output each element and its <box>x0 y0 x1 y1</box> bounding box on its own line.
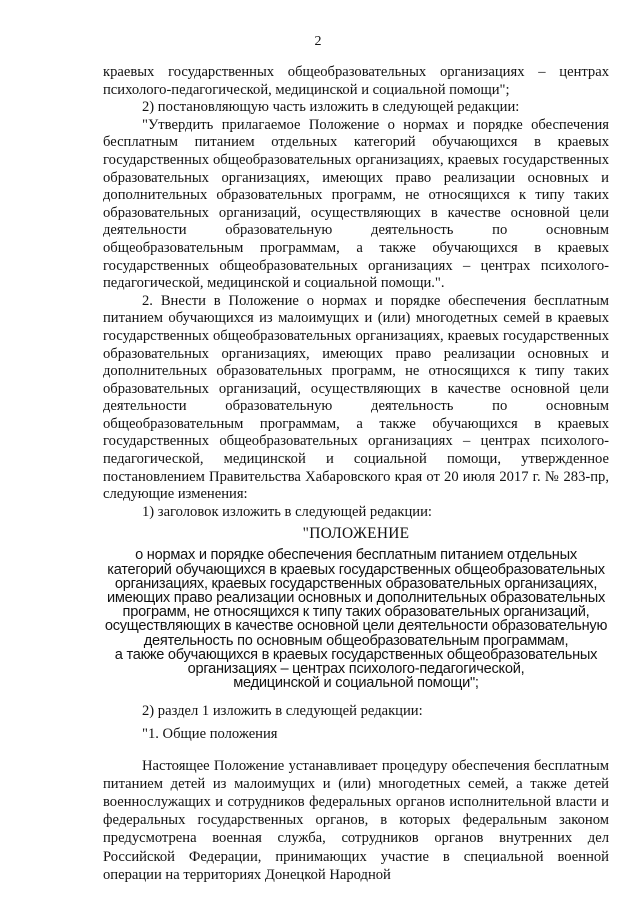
paragraph-general-provisions: Настоящее Положение устанавливает процедуру обеспечения бесплатным питанием детей из малоимущих и (или) многодетных семей, а также детей военнослужащих и сотрудников федеральных органов исполнительной власти и федеральных государственных органов, в которых федеральным законом предусмотрена военная служба, сотрудников органов внутренних дел Российской Федерации, принимающих участие в специальной военной операции на территориях Донецкой Народной <box>103 757 609 883</box>
subheading-line: а также обучающихся в краевых государственных общеобразовательных <box>114 646 598 663</box>
subheading-line: осуществляющих в качестве основной цели деятельности образовательную <box>104 618 608 635</box>
paragraph-heading-instruction: 1) заголовок изложить в следующей редакции: <box>142 503 432 520</box>
subheading-line: о нормах и порядке обеспечения бесплатным питанием отдельных <box>135 547 577 564</box>
regulation-heading: "ПОЛОЖЕНИЕ <box>302 525 410 543</box>
subheading-line: медицинской и социальной помощи"; <box>233 675 479 692</box>
paragraph-amendment-2: 2) постановляющую часть изложить в следующей редакции: <box>142 99 520 116</box>
page-number: 2 <box>314 34 322 49</box>
subheading-line: имеющих право реализации основных и дополнительных образовательных <box>106 590 606 607</box>
paragraph-item-2: 2. Внести в Положение о нормах и порядке обеспечения бесплатным питанием обучающихся из малоимущих и (или) многодетных семей в краевых государственных общеобразовательных организациях, краевых государственных образовательных организациях, имеющих право реализации основных и дополнительных образовательных программ, не относящихся к типу таких образовательных организаций, осуществляющих в качестве основной цели деятельности образовательную деятельность по основным общеобразовательным программам, а также обучающихся в краевых государственных общеобразовательных организациях – центрах психолого-педагогической, медицинской и социальной помощи, утвержденное постановлением Правительства Хабаровского края от 20 июля 2017 г. № 283-пр, следующие изменения: <box>103 292 609 503</box>
document-body <box>103 64 609 884</box>
subheading-line: деятельность по основным общеобразовательным программам, <box>143 632 569 649</box>
section-title: "1. Общие положения <box>142 726 278 743</box>
subheading-line: организациях – центрах психолого-педагогической, <box>187 661 525 678</box>
subheading-line: организациях, краевых государственных образовательных организациях, <box>114 575 598 592</box>
section-instruction: 2) раздел 1 изложить в следующей редакции: <box>142 703 423 720</box>
paragraph-approval-text: "Утвердить прилагаемое Положение о нормах и порядке обеспечения бесплатным питанием отдельных категорий обучающихся в краевых государственных общеобразовательных организациях, краевых государственных образовательных организациях, имеющих право реализации основных и дополнительных образовательных программ, не относящихся к типу таких образовательных организаций, осуществляющих в качестве основной цели деятельности образовательную деятельность по основным общеобразовательным программам, а также обучающихся в краевых государственных общеобразовательных организациях – центрах психолого-педагогической, медицинской и социальной помощи.". <box>103 116 609 292</box>
paragraph-continuation: краевых государственных общеобразовательных организациях – центрах психолого-педагогической, медицинской и социальной помощи"; <box>103 64 609 98</box>
subheading-line: программ, не относящихся к типу таких образовательных организаций, <box>122 604 590 621</box>
regulation-subheading <box>103 548 609 690</box>
subheading-line: категорий обучающихся в краевых государственных общеобразовательных <box>107 561 605 578</box>
